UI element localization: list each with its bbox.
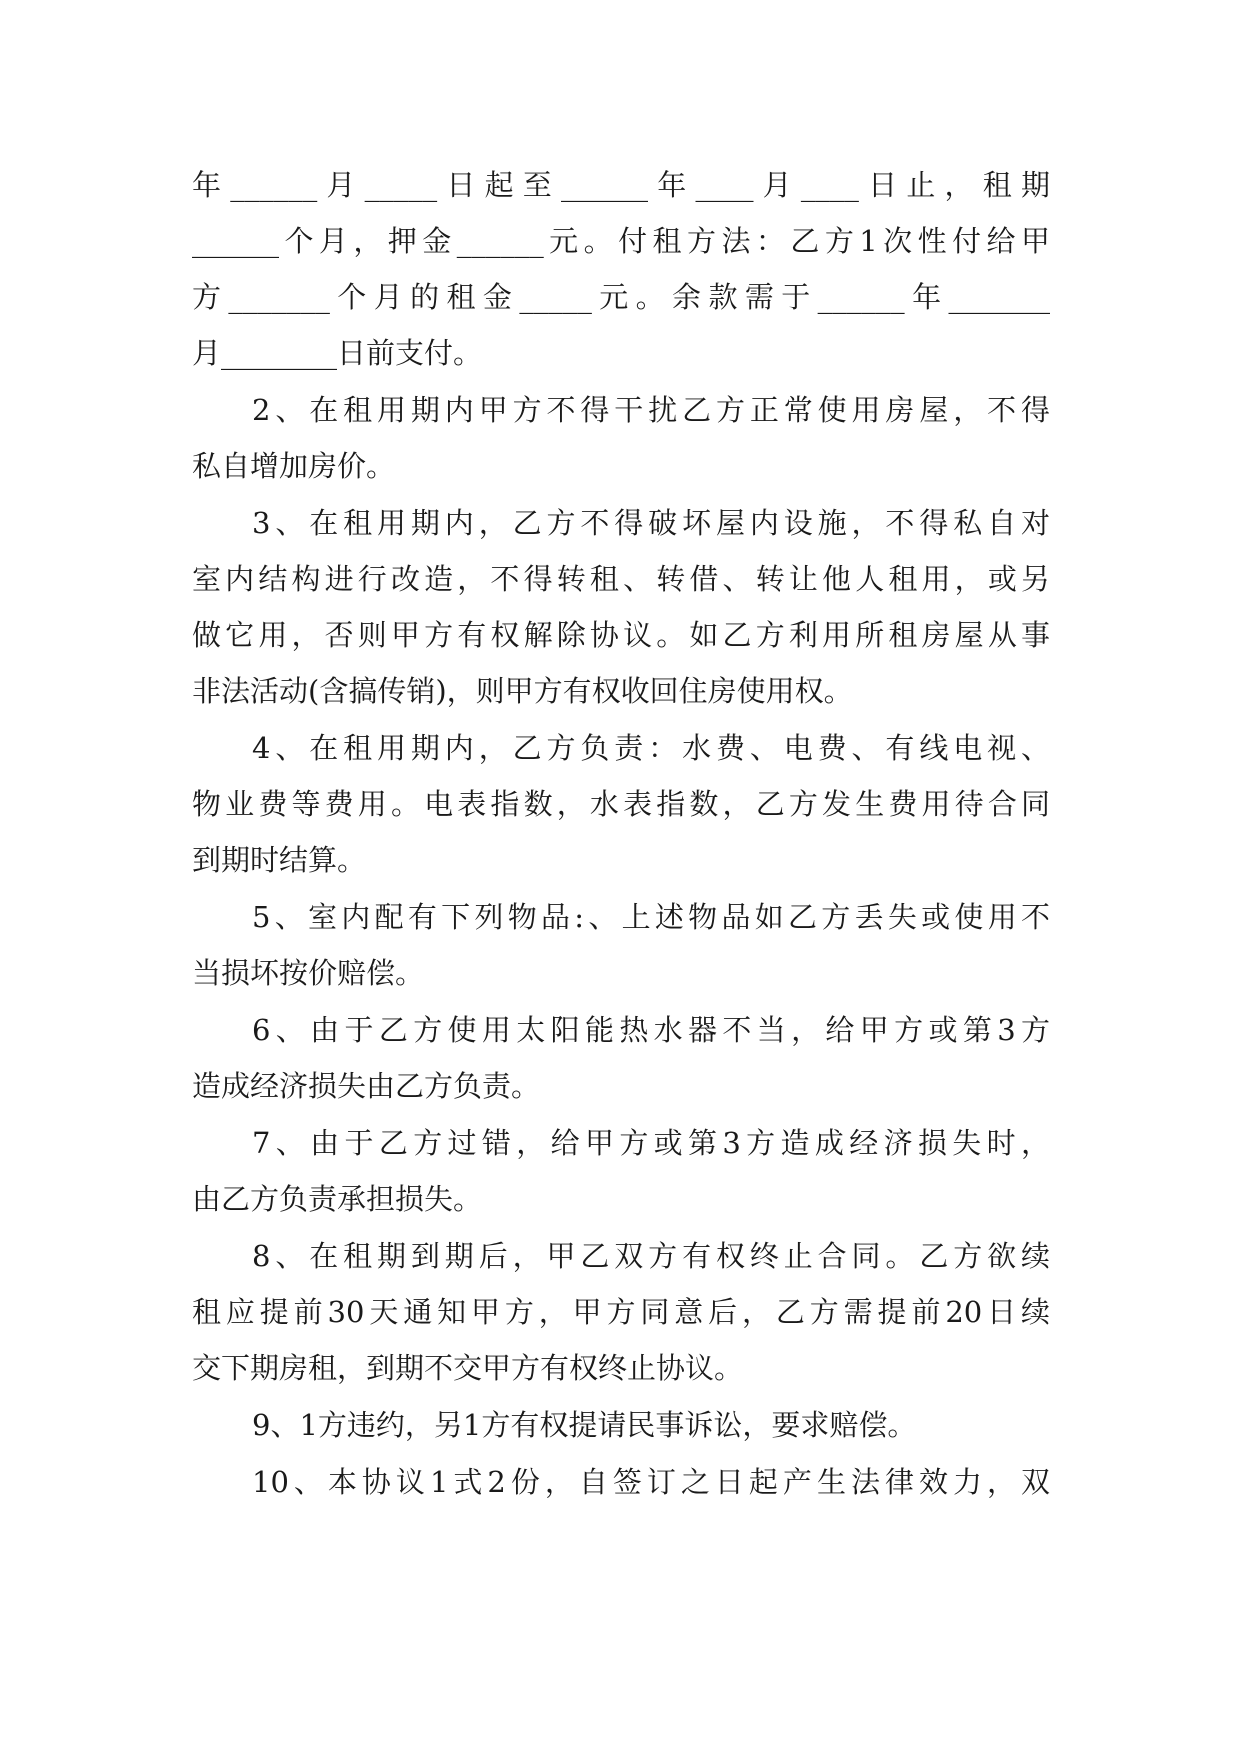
paragraph-8-line-2: 租应提前30天通知甲方，甲方同意后，乙方需提前20日续 [192, 1295, 1050, 1329]
paragraph-4-line-3: 到期时结算。 [192, 843, 367, 877]
paragraph-10-line-1: 10、本协议1式2份，自签订之日起产生法律效力，双 [252, 1465, 1050, 1499]
paragraph-8-line-3: 交下期房租，到期不交甲方有权终止协议。 [192, 1351, 744, 1385]
text-line: 方_______个月的租金_____元。余款需于______年_______ [192, 280, 1050, 314]
paragraph-3-line-1: 3、在租用期内，乙方不得破坏屋内设施，不得私自对 [252, 506, 1050, 540]
paragraph-4-line-2: 物业费等费用。电表指数，水表指数，乙方发生费用待合同 [192, 787, 1050, 821]
text-line: 年______月_____日起至______年____月____日止，租期 [192, 168, 1050, 202]
paragraph-6-line-1: 6、由于乙方使用太阳能热水器不当，给甲方或第3方 [252, 1013, 1050, 1047]
text-line: 月________日前支付。 [192, 336, 483, 370]
text-line: ______个月，押金______元。付租方法：乙方1次性付给甲 [192, 224, 1050, 258]
paragraph-4-line-1: 4、在租用期内，乙方负责：水费、电费、有线电视、 [252, 731, 1050, 765]
paragraph-2-line-1: 2、在租用期内甲方不得干扰乙方正常使用房屋，不得 [252, 393, 1050, 427]
paragraph-9-line-1: 9、1方违约，另1方有权提请民事诉讼，要求赔偿。 [252, 1408, 917, 1442]
paragraph-6-line-2: 造成经济损失由乙方负责。 [192, 1069, 541, 1103]
paragraph-3-line-4: 非法活动(含搞传销)，则甲方有权收回住房使用权。 [192, 674, 853, 708]
paragraph-5-line-1: 5、室内配有下列物品:、上述物品如乙方丢失或使用不 [252, 900, 1050, 934]
paragraph-7-line-1: 7、由于乙方过错，给甲方或第3方造成经济损失时， [252, 1126, 1050, 1160]
paragraph-7-line-2: 由乙方负责承担损失。 [192, 1182, 483, 1216]
paragraph-3-line-2: 室内结构进行改造，不得转租、转借、转让他人租用，或另 [192, 562, 1050, 596]
paragraph-8-line-1: 8、在租期到期后，甲乙双方有权终止合同。乙方欲续 [252, 1239, 1050, 1273]
paragraph-2-line-2: 私自增加房价。 [192, 449, 396, 483]
paragraph-3-line-3: 做它用，否则甲方有权解除协议。如乙方利用所租房屋从事 [192, 618, 1050, 652]
paragraph-5-line-2: 当损坏按价赔偿。 [192, 956, 425, 990]
